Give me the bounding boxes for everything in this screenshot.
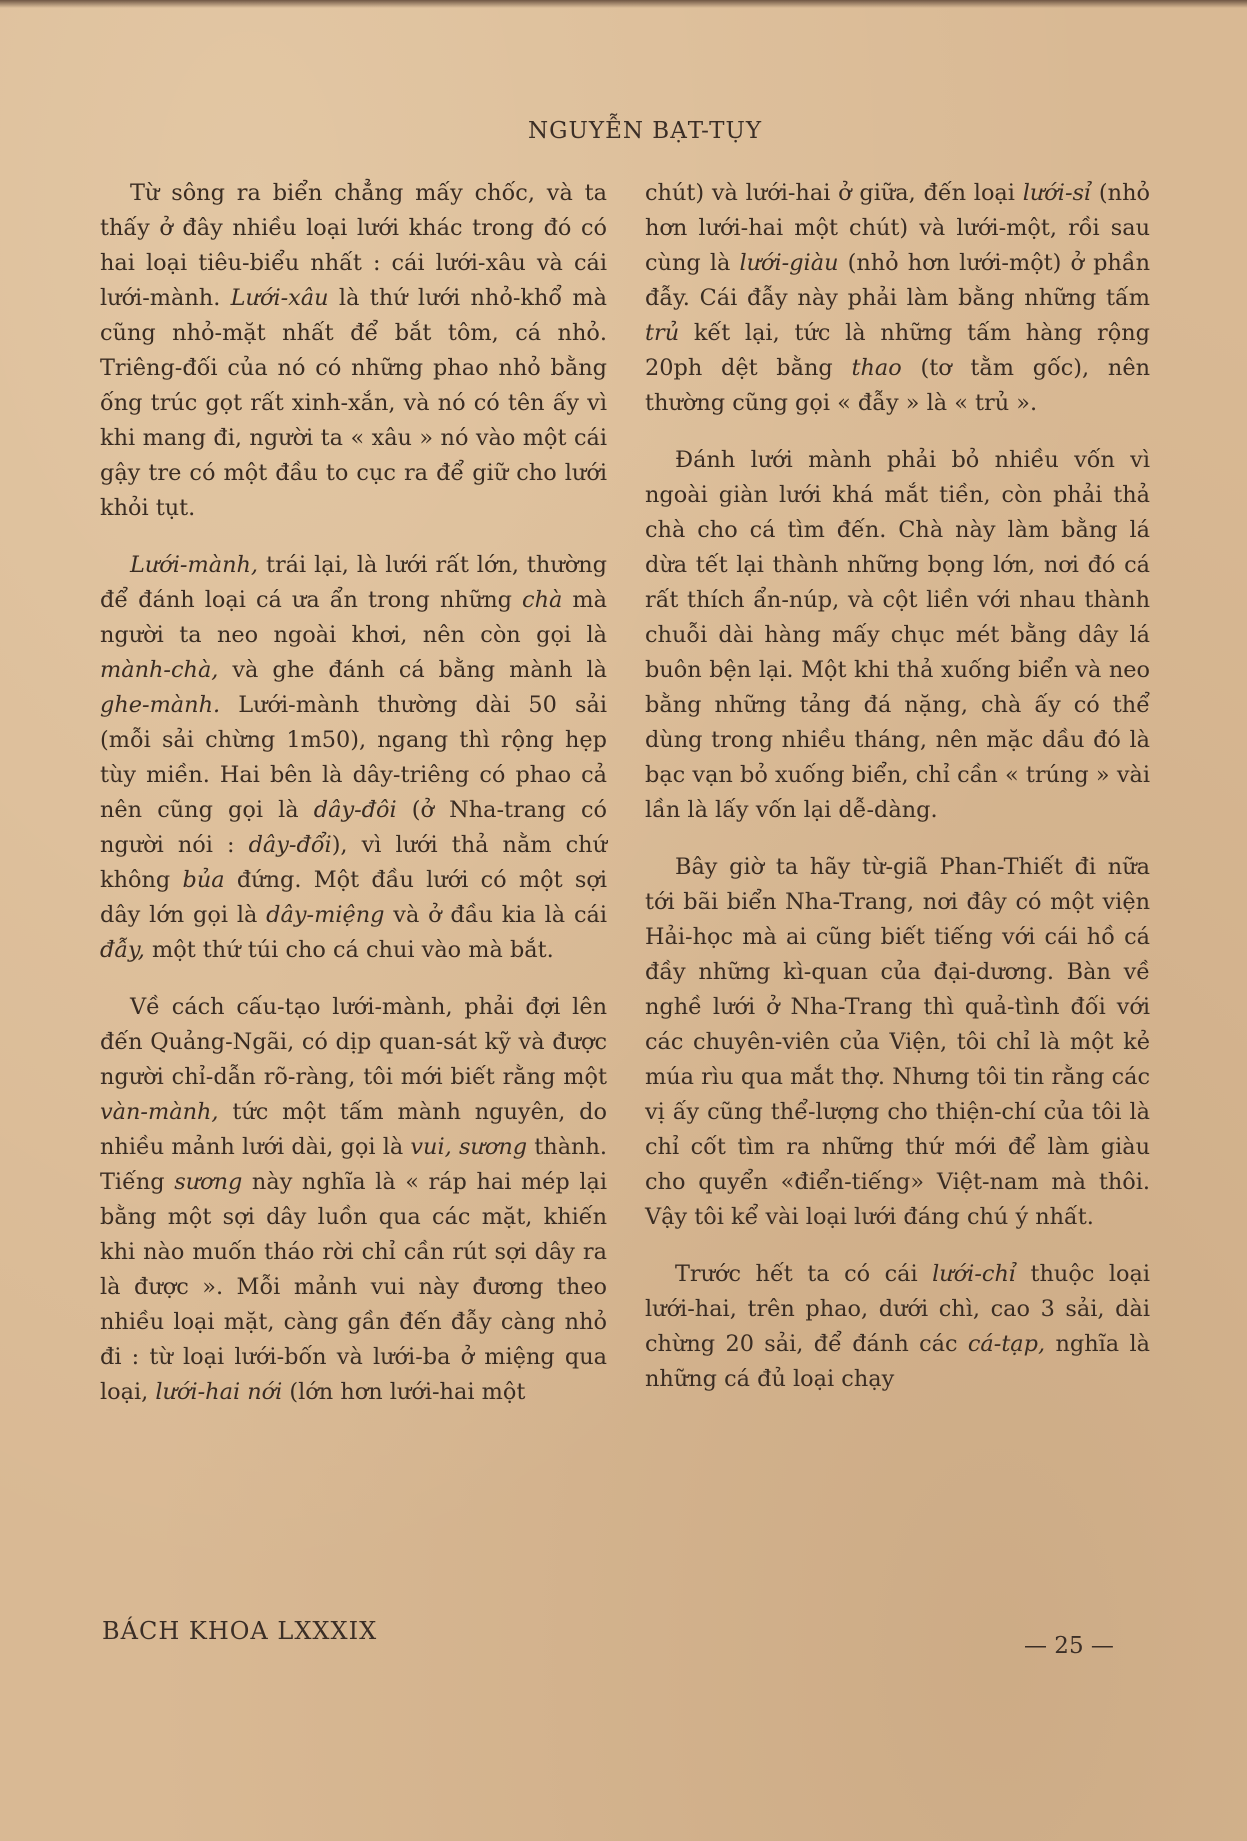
- page-top-edge: [0, 0, 1247, 8]
- running-head: NGUYỄN BẠT-TỤY: [528, 118, 763, 144]
- paragraph: Từ sông ra biển chẳng mấy chốc, và ta thấy ở đây nhiều loại lưới khác trong đó có hai loại tiêu-biểu nhất : cái lưới-xâu và cái lưới-mành. Lưới-xâu là thứ lưới nhỏ-khổ mà cũng nhỏ-mặt nhất để bắt tôm, cá nhỏ. Triêng-đối của nó có những phao nhỏ bằng ống trúc gọt rất xinh-xắn, và nó có tên ấy vì khi mang đi, người ta « xâu » nó vào một cái gậy tre có một đầu to cục ra để giữ cho lưới khỏi tụt.: [100, 180, 607, 521]
- publication-name: BÁCH KHOA LXXXIX: [102, 1617, 378, 1645]
- paragraph: Lưới-mành, trái lại, là lưới rất lớn, thường để đánh loại cá ưa ẩn trong những chà mà người ta neo ngoài khơi, nên còn gọi là mành-chà, và ghe đánh cá bằng mành là ghe-mành. Lưới-mành thường dài 50 sải (mỗi sải chừng 1m50), ngang thì rộng hẹp tùy miền. Hai bên là dây-triêng có phao cả nên cũng gọi là dây-đôi (ở Nha-trang có người nói : dây-đổi), vì lưới thả nằm chứ không bủa đứng. Một đầu lưới có một sợi dây lớn gọi là dây-miệng và ở đầu kia là cái đẫy, một thứ túi cho cá chui vào mà bắt.: [100, 552, 607, 963]
- right-column: [645, 176, 1150, 1419]
- paragraph: Đánh lưới mành phải bỏ nhiều vốn vì ngoài giàn lưới khá mắt tiền, còn phải thả chà cho cá tìm đến. Chà này làm bằng lá dừa tết lại thành những bọng lớn, nơi đó cá rất thích ẩn-núp, và cột liền với nhau thành chuỗi dài hàng mấy chục mét bằng dây lá buôn bện lại. Một khi thả xuống biển và neo bằng những tảng đá nặng, chà ấy có thể dùng trong nhiều tháng, nên mặc dầu đó là bạc vạn bỏ xuống biển, chỉ cần « trúng » vài lần là lấy vốn lại dễ-dàng.: [645, 447, 1150, 823]
- left-column: [100, 176, 607, 1432]
- paragraph: Trước hết ta có cái lưới-chỉ thuộc loại lưới-hai, trên phao, dưới chì, cao 3 sải, dài chừng 20 sải, để đánh các cá-tạp, nghĩa là những cá đủ loại chạy: [645, 1261, 1151, 1392]
- paragraph: Bây giờ ta hãy từ-giã Phan-Thiết đi nữa tới bãi biển Nha-Trang, nơi đây có một viện Hải-học mà ai cũng biết tiếng với cái hồ cá đầy những kì-quan của đại-dương. Bàn về nghề lưới ở Nha-Trang thì quả-tình đối với các chuyên-viên của Viện, tôi chỉ là một kẻ múa rìu qua mắt thợ. Nhưng tôi tin rằng các vị ấy cũng thể-lượng cho thiện-chí của tôi là chỉ cốt tìm ra những thứ mới để làm giàu cho quyển «điển-tiếng» Việt-nam mà thôi. Vậy tôi kể vài loại lưới đáng chú ý nhất.: [645, 854, 1150, 1230]
- page-number: — 25 —: [1024, 1633, 1114, 1659]
- paragraph: Về cách cấu-tạo lưới-mành, phải đợi lên đến Quảng-Ngãi, có dịp quan-sát kỹ và được người chỉ-dẫn rõ-ràng, tôi mới biết rằng một vàn-mành, tức một tấm mành nguyên, do nhiều mảnh lưới dài, gọi là vui, sương thành. Tiếng sương này nghĩa là « ráp hai mép lại bằng một sợi dây luồn qua các mặt, khiến khi nào muốn tháo rời chỉ cần rút sợi dây ra là được ». Mỗi mảnh vui này đương theo nhiều loại mặt, càng gần đến đẫy càng nhỏ đi : từ loại lưới-bốn và lưới-ba ở miệng qua loại, lưới-hai nới (lớn hơn lưới-hai một: [100, 994, 608, 1405]
- paragraph: chút) và lưới-hai ở giữa, đến loại lưới-sỉ (nhỏ hơn lưới-hai một chút) và lưới-một, rồi sau cùng là lưới-giàu (nhỏ hơn lưới-một) ở phần đẫy. Cái đẫy này phải làm bằng những tấm trủ kết lại, tức là những tấm hàng rộng 20ph dệt bằng thao (tơ tằm gốc), nên thường cũng gọi « đẫy » là « trủ ».: [645, 180, 1150, 416]
